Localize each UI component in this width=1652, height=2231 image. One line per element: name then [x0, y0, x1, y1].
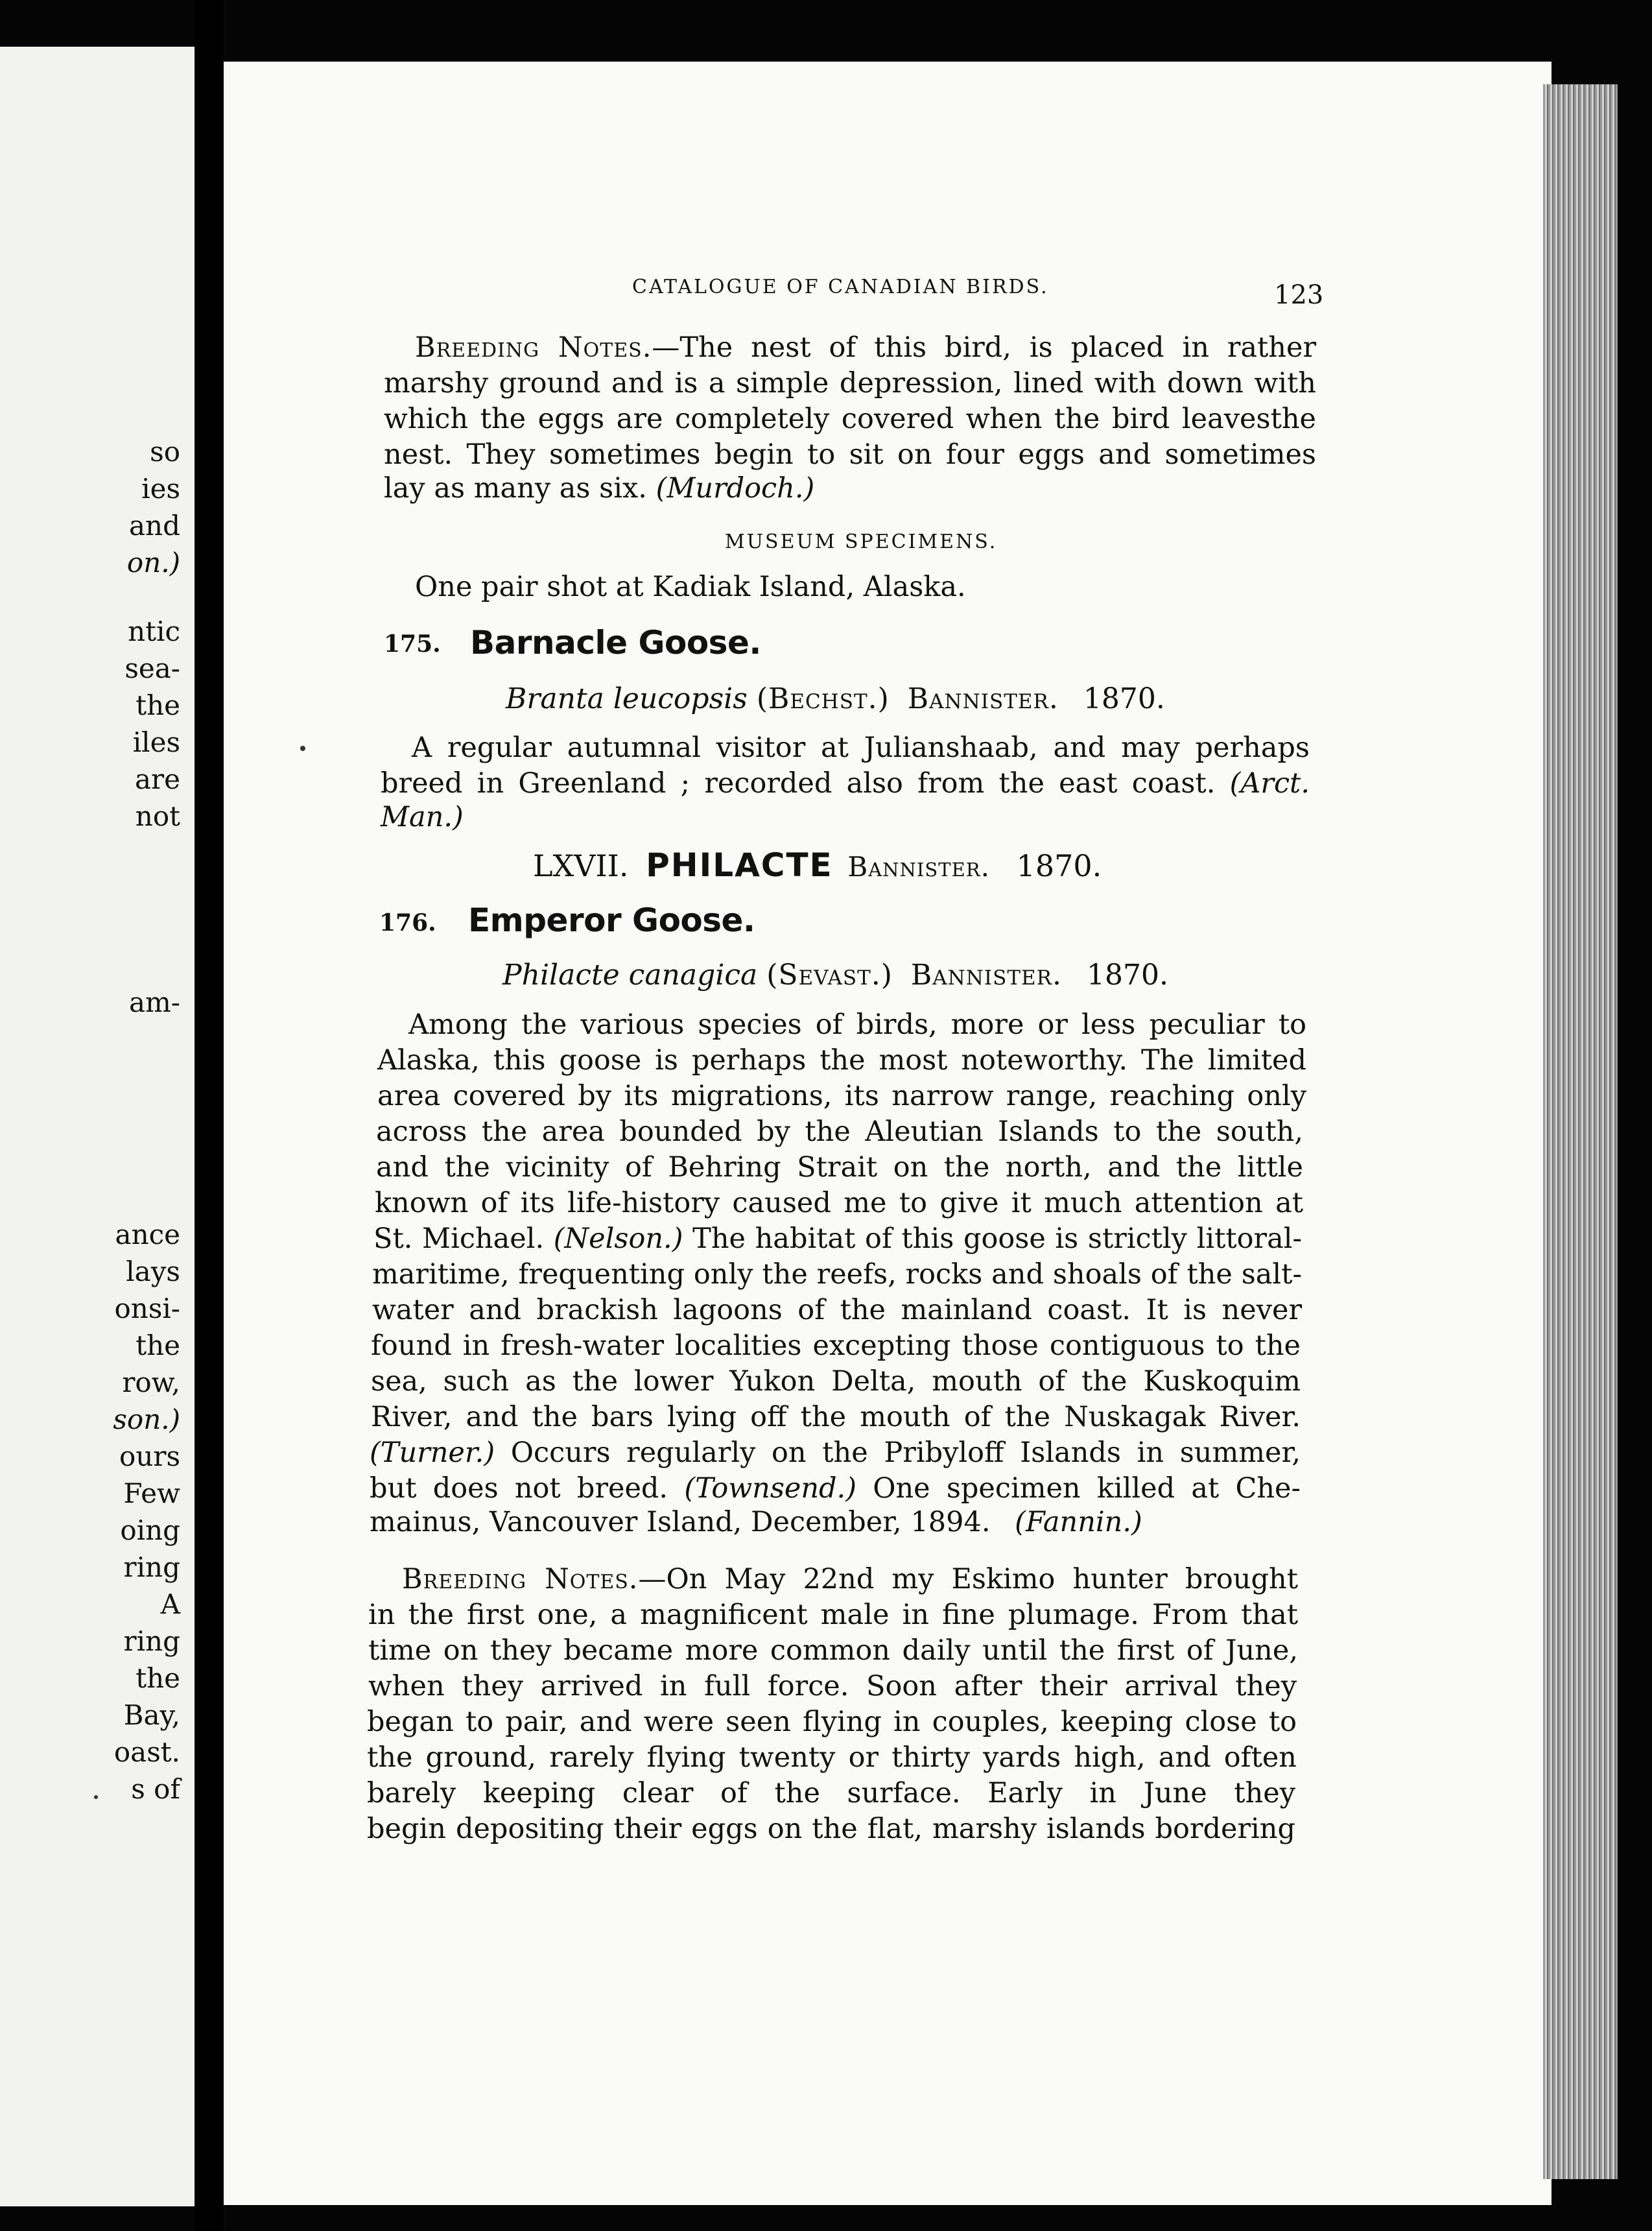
left-page-fragment: A: [160, 1588, 180, 1620]
left-page-fragment: Few: [123, 1477, 180, 1509]
book-gutter: [195, 0, 224, 2231]
entry-176-line-2: Alaska, this goose is perhaps the most noteworthy. The limited: [377, 1044, 1306, 1077]
left-page-fragment: ring: [123, 1625, 180, 1657]
breeding-notes-1-line-4: nest. They sometimes begin to sit on four eggs and sometimes: [384, 438, 1316, 471]
left-page-fragment: ies: [141, 473, 180, 505]
breeding-notes-1-line-3: which the eggs are completely covered when the bird leavesthe: [384, 403, 1316, 435]
entry-176-line-5: and the vicinity of Behring Strait on the north, and the little: [376, 1151, 1303, 1184]
breeding-notes-1-line-1: Breeding Notes.—The nest of this bird, is placed in rather: [415, 331, 1317, 364]
left-page-fragment: am-: [128, 986, 180, 1018]
left-page-fragment: ours: [119, 1440, 180, 1472]
entry-175-line-3: Man.): [381, 801, 464, 833]
entry-175-line-1: A regular autumnal visitor at Julianshaab, and may perhaps: [412, 732, 1310, 764]
entry-176-line-3: area covered by its migrations, its narrow range, reaching only: [377, 1080, 1306, 1112]
entry-176-line-11: sea, such as the lower Yukon Delta, mouth of the Kuskoquim: [371, 1365, 1301, 1398]
genus-67-heading: LXVII. PHILACTE Bannister. 1870.: [533, 846, 1102, 884]
entry-176-line-6: known of its life-history caused me to give it much attention at: [375, 1187, 1303, 1219]
left-page-fragment: ring: [123, 1551, 180, 1583]
left-page-fragment: are: [135, 763, 180, 795]
left-page-fragment: the: [136, 1662, 180, 1694]
citation-murdoch: (Murdoch.): [655, 472, 815, 505]
margin-speck: [94, 1795, 98, 1799]
entry-176-line-15: mainus, Vancouver Island, December, 1894. (Fannin.): [370, 1506, 1142, 1538]
margin-speck: [300, 746, 305, 751]
breeding-notes-1-line-5: lay as many as six. (Murdoch.): [384, 472, 815, 505]
left-page-fragment: row,: [122, 1366, 180, 1398]
breeding-notes-heading: Breeding Notes.: [415, 331, 652, 364]
entry-176-line-12: River, and the bars lying off the mouth of the Nuskagak River.: [371, 1401, 1301, 1433]
left-page-fragment: so: [150, 436, 180, 468]
left-facing-page: [0, 47, 195, 2206]
left-page-fragment: onsi-: [114, 1293, 180, 1324]
left-page-fragment: not: [135, 800, 180, 832]
left-page-fragment: the: [136, 689, 180, 721]
left-page-fragment: lays: [126, 1256, 180, 1287]
entry-176-line-7: St. Michael. (Nelson.) The habitat of this goose is strictly littoral-: [373, 1223, 1303, 1255]
breeding-notes-2-line-8: begin depositing their eggs on the flat, marshy islands bordering: [367, 1813, 1295, 1845]
breeding-notes-2-line-3: time on they became more common daily until the first of June,: [368, 1634, 1298, 1667]
entry-176-line-13: (Turner.) Occurs regularly on the Pribyloff Islands in summer,: [370, 1437, 1301, 1469]
museum-specimens-heading: MUSEUM SPECIMENS.: [725, 531, 998, 553]
breeding-notes-2-line-7: barely keeping clear of the surface. Early in June they: [367, 1777, 1295, 1809]
museum-specimens-text: One pair shot at Kadiak Island, Alaska.: [415, 571, 966, 603]
entry-175-number: 175.: [384, 630, 441, 658]
breeding-notes-heading: Breeding Notes.: [402, 1563, 639, 1595]
left-page-fragment: iles: [132, 726, 180, 758]
entry-176-line-10: found in fresh-water localities excepting those contiguous to the: [371, 1330, 1301, 1362]
entry-176-line-1: Among the various species of birds, more or less peculiar to: [408, 1008, 1306, 1041]
left-page-fragment: son.): [113, 1403, 180, 1435]
breeding-notes-2-line-6: the ground, rarely flying twenty or thirty yards high, and often: [367, 1741, 1297, 1774]
running-head: CATALOGUE OF CANADIAN BIRDS.: [632, 276, 1049, 298]
breeding-notes-2-line-1: Breeding Notes.—On May 22nd my Eskimo hunter brought: [402, 1563, 1298, 1595]
left-page-fragment: sea-: [124, 652, 180, 684]
left-page-fragment: oing: [120, 1514, 180, 1546]
left-page-fragment: oast.: [113, 1736, 180, 1768]
entry-176-line-9: water and brackish lagoons of the mainland coast. It is never: [372, 1294, 1302, 1326]
breeding-notes-2-line-4: when they arrived in full force. Soon after their arrival they: [368, 1670, 1297, 1702]
left-page-fragment: s of: [131, 1773, 180, 1805]
entry-176-number: 176.: [379, 909, 436, 937]
entry-176-name: Emperor Goose.: [468, 901, 755, 939]
breeding-notes-2-line-2: in the first one, a magnificent male in fine plumage. From that: [368, 1599, 1298, 1631]
page-edge-stack: [1543, 84, 1618, 2179]
entry-176-line-4: across the area bounded by the Aleutian Islands to the south,: [376, 1116, 1303, 1148]
left-page-fragment: ntic: [128, 615, 180, 647]
left-page-fragment: ance: [115, 1219, 180, 1250]
left-page-fragment: Bay,: [123, 1699, 180, 1731]
left-page-fragment: and: [129, 510, 180, 542]
page-number: 123: [1274, 280, 1324, 310]
entry-176-line-8: maritime, frequenting only the reefs, rocks and shoals of the salt-: [372, 1258, 1302, 1291]
left-page-fragment: on.): [126, 547, 180, 579]
breeding-notes-2-line-5: began to pair, and were seen flying in couples, keeping close to: [367, 1706, 1297, 1738]
left-page-fragment: the: [136, 1330, 180, 1361]
entry-176-line-14: but does not breed. (Townsend.) One specimen killed at Che-: [370, 1472, 1301, 1505]
entry-175-synonymy: Branta leucopsis (Bechst.) Bannister. 1870.: [506, 682, 1165, 715]
breeding-notes-1-line-2: marshy ground and is a simple depression, lined with down with: [384, 367, 1316, 400]
entry-176-synonymy: Philacte canagica (Sevast.) Bannister. 1870.: [502, 959, 1168, 992]
entry-175-name: Barnacle Goose.: [470, 624, 761, 662]
entry-175-line-2: breed in Greenland ; recorded also from the east coast. (Arct.: [381, 767, 1310, 800]
